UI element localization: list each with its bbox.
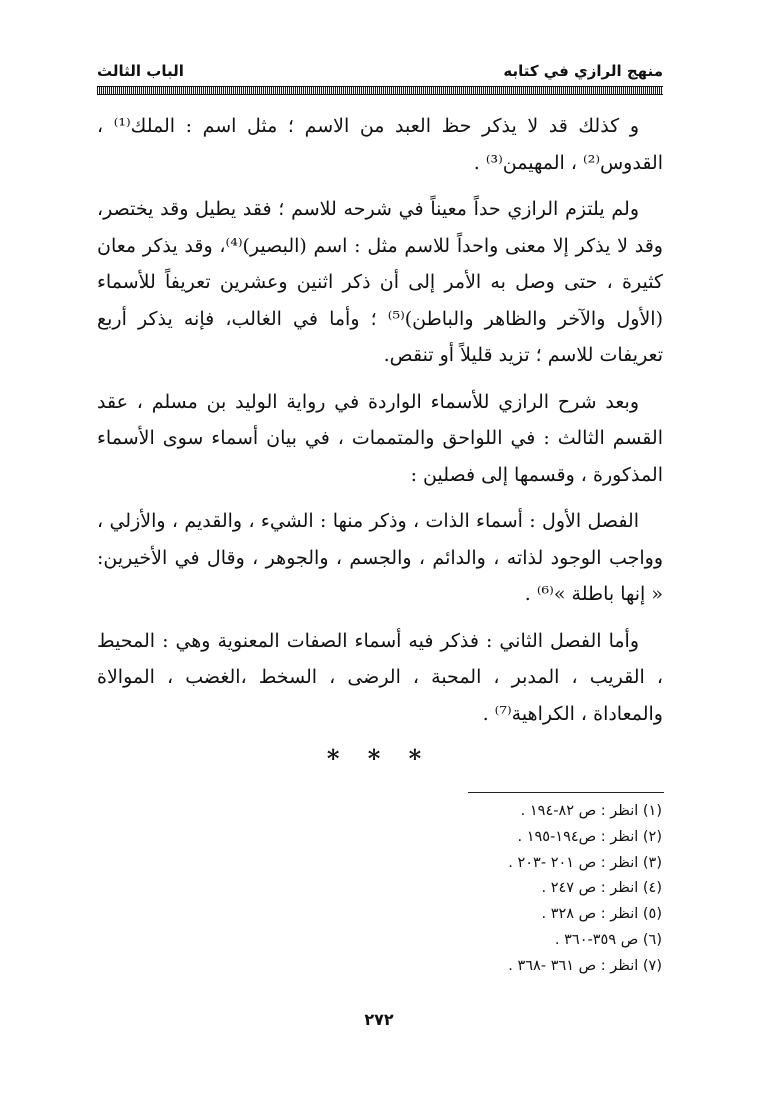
footnote: (٥) انظر : ص ٣٢٨ . [541,906,662,923]
paragraph: و كذلك قد لا يذكر حظ العبد من الاسم ؛ مثل اسم : الملك⁽¹⁾ ، القدوس⁽²⁾ ، المهيمن⁽³⁾ . [97,115,663,174]
footnote: (٢) انظر : ص١٩٤-١٩٥ . [517,828,662,845]
footnotes-list [508,799,662,980]
footnote: (٣) انظر : ص ٢٠١ -٢٠٣ . [508,854,662,871]
footnote: (٤) انظر : ص ٢٤٧ . [541,880,662,897]
paragraph: ولم يلتزم الرازي حداً معيناً في شرحه للاسم ؛ فقد يطيل وقد يختصر، وقد لا يذكر إلا معنى واحداً للاسم مثل : اسم (البصير)⁽⁴⁾، وقد يذكر معان كثيرة ، حتى وصل به الأمر إلى أن ذكر اثنين وعشرين تعريفاً للأسماء (الأول والآخر والظاهر والباطن)⁽⁵⁾ ؛ وأما في الغالب، فإنه يذكر أربع تعريفات للاسم ؛ تزيد قليلاً أو تنقص. [97,198,663,366]
paragraph: وأما الفصل الثاني : فذكر فيه أسماء الصفات المعنوية وهي : المحيط ، القريب ، المدبر ، المحبة ، الرضى ، السخط ،الغضب ، الموالاة والمعاداة ، الكراهية⁽⁷⁾ . [97,629,663,725]
footnote: (٦) ص ٣٥٩-٣٦٠ . [554,931,662,948]
chapter-title: الباب الثالث [97,62,184,80]
page-header [97,58,663,80]
page-number: ٢٧٢ [364,1010,394,1029]
footnote: (٧) انظر : ص ٣٦١ -٣٦٨ . [508,957,662,974]
header-rule [97,86,663,95]
paragraph: وبعد شرح الرازي للأسماء الواردة في رواية الوليد بن مسلم ، عقد القسم الثالث : في اللواحق والمتممات ، في بيان أسماء سوى الأسماء المذكورة ، وقسمها إلى فصلين : [97,390,663,486]
section-divider: * * * [326,744,432,773]
footnote-rule [468,792,664,793]
body-text [97,108,663,742]
footnote: (١) انظر : ص ٨٢-١٩٤ . [520,803,662,819]
book-title: منهج الرازي في كتابه [503,62,663,80]
paragraph: الفصل الأول : أسماء الذات ، وذكر منها : الشيء ، والقديم ، والأزلي ، وواجب الوجود لذاته ، والدائم ، والجسم ، والجوهر ، وقال في الأخيرين: « إنها باطلة »⁽⁶⁾ . [97,510,663,605]
